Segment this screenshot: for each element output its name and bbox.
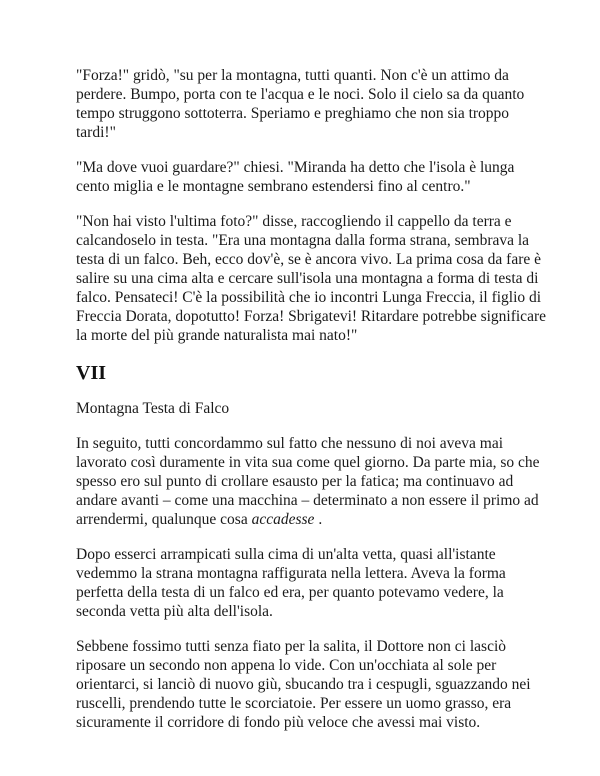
paragraph-3: "Non hai visto l'ultima foto?" disse, raccogliendo il cappello da terra e calcandoselo in testa. "Era una montagna dalla forma strana, sembrava la testa di un falco. Beh, ecco dov'è, se è ancora vivo. La prima cosa da fare è salire su una cima alta e cercare sull'isola una montagna a forma di testa di falco. Pensateci! C'è la possibilità che io incontri Lunga Freccia, il figlio di Freccia Dorata, dopotutto! Forza! Sbrigatevi! Ritardare potrebbe significare la morte del più grande naturalista mai nato!" xyxy=(76,213,546,344)
paragraph-4 xyxy=(76,434,546,529)
paragraph-1: "Forza!" gridò, "su per la montagna, tutti quanti. Non c'è un attimo da perdere. Bumpo, porta con te l'acqua e le noci. Solo il cielo sa da quanto tempo struggono sottoterra. Speriamo e preghiamo che non sia troppo tardi!" xyxy=(76,67,525,141)
paragraph-4-text: In seguito, tutti concordammo sul fatto che nessuno di noi aveva mai lavorato così duramente in vita sua come quel giorno. Da parte mia, so che spesso ero sul punto di crollare esausto per la fatica; ma continuavo ad andare avanti – come una macchina – determinato a non essere il primo ad arrendermi, qualunque cosa xyxy=(76,435,540,528)
paragraph-4-italic: accadesse xyxy=(251,511,315,528)
paragraph-6: Sebbene fossimo tutti senza fiato per la salita, il Dottore non ci lasciò riposare un secondo non appena lo vide. Con un'occhiata al sole per orientarci, si lanciò di nuovo giù, sbucando tra i cespugli, sguazzando nei ruscelli, prendendo tutte le scorciatoie. Per essere un uomo grasso, era sicuramente il corridore di fondo più veloce che avessi mai visto. xyxy=(76,638,531,731)
chapter-number: VII xyxy=(76,362,107,384)
paragraph-2: "Ma dove vuoi guardare?" chiesi. "Miranda ha detto che l'isola è lunga cento miglia e le montagne sembrano estendersi fino al centro." xyxy=(76,159,515,195)
paragraph-5: Dopo esserci arrampicati sulla cima di un'alta vetta, quasi all'istante vedemmo la strana montagna raffigurata nella lettera. Aveva la forma perfetta della testa di un falco ed era, per quanto potevamo vedere, la seconda vetta più alta dell'isola. xyxy=(76,546,506,620)
book-page xyxy=(76,66,546,748)
paragraph-4-tail: . xyxy=(314,511,323,528)
chapter-title: Montagna Testa di Falco xyxy=(76,400,230,417)
